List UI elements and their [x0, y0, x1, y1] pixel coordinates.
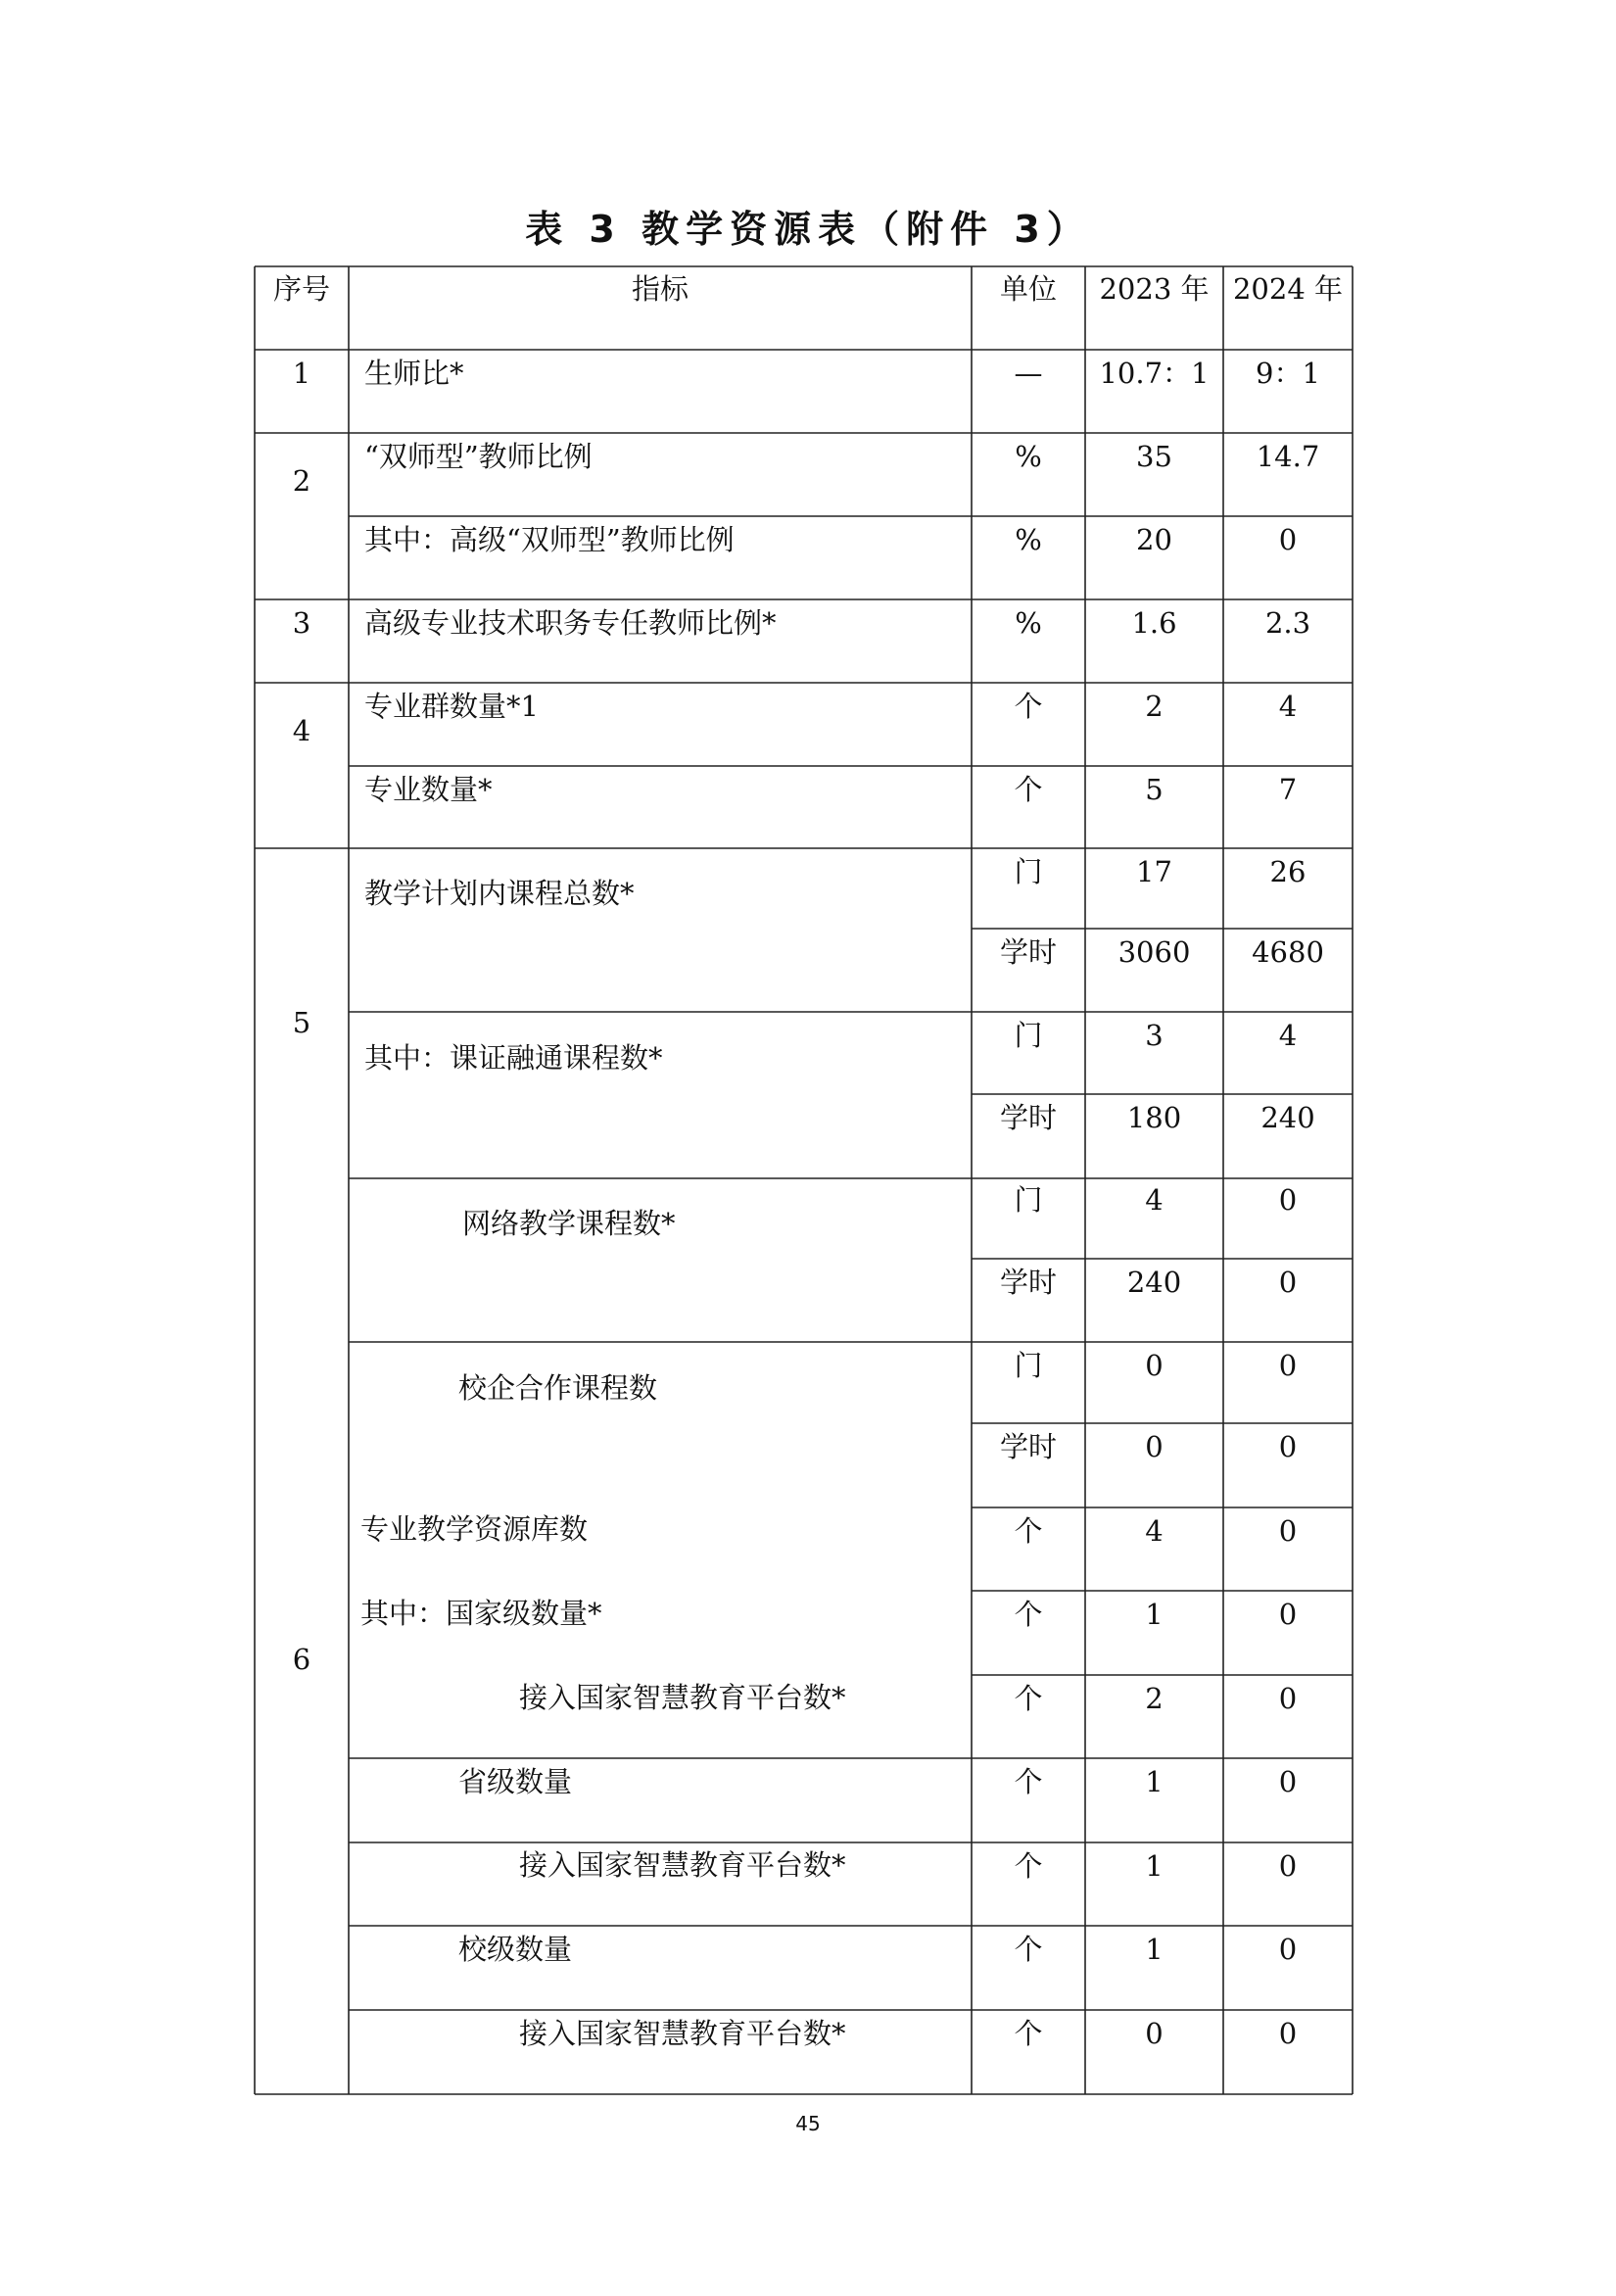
value-2023-cell: 4 — [1145, 1183, 1164, 1217]
value-2023-cell: 4 — [1145, 1514, 1164, 1548]
value-2023-cell: 35 — [1136, 440, 1172, 473]
unit-cell: 门 — [1014, 1183, 1043, 1217]
value-2024-cell: 2.3 — [1264, 606, 1311, 640]
header-unit: 单位 — [999, 272, 1057, 306]
value-2024-cell: 9：1 — [1256, 357, 1320, 390]
header-2024: 2024 年 — [1232, 272, 1344, 306]
page-title: 表 3 教学资源表（附件 3） — [525, 208, 1091, 251]
value-2024-cell: 14.7 — [1256, 440, 1320, 473]
value-2024-cell: 240 — [1260, 1101, 1315, 1134]
unit-cell: 个 — [1014, 2017, 1043, 2050]
value-2024-cell: 0 — [1278, 1514, 1298, 1548]
indicator-cell: 专业教学资源库数 — [360, 1512, 589, 1546]
header-2023: 2023 年 — [1099, 272, 1210, 306]
value-2024-cell: 0 — [1278, 1349, 1298, 1382]
indicator-cell: 生师比* — [364, 357, 464, 390]
indicator-cell: 专业群数量*1 — [364, 690, 539, 723]
unit-cell: 个 — [1014, 1598, 1043, 1631]
value-2023-cell: 3 — [1145, 1019, 1164, 1052]
indicator-cell: 接入国家智慧教育平台数* — [519, 1681, 846, 1714]
value-2024-cell: 26 — [1269, 855, 1307, 888]
value-2023-cell: 10.7：1 — [1099, 357, 1210, 390]
indicator-cell: 其中：国家级数量* — [360, 1597, 602, 1630]
seq-cell: 4 — [292, 714, 311, 747]
unit-cell: % — [1015, 440, 1042, 473]
indicator-cell: 其中：高级“双师型”教师比例 — [364, 523, 735, 556]
unit-cell: 个 — [1014, 1933, 1043, 1966]
unit-cell: 学时 — [999, 935, 1057, 969]
value-2023-cell: 1.6 — [1131, 606, 1177, 640]
indicator-cell: 专业数量* — [364, 773, 493, 806]
header-seq: 序号 — [272, 272, 330, 306]
seq-cell: 3 — [292, 606, 311, 640]
seq-cell: 5 — [292, 1006, 311, 1039]
unit-cell: 个 — [1014, 773, 1043, 806]
unit-cell: 门 — [1014, 1019, 1043, 1052]
value-2023-cell: 240 — [1126, 1266, 1182, 1299]
value-2023-cell: 1 — [1145, 1598, 1164, 1631]
indicator-cell: 教学计划内课程总数* — [364, 877, 635, 910]
seq-cell: 6 — [292, 1643, 311, 1676]
value-2023-cell: 1 — [1145, 1849, 1164, 1883]
value-2024-cell: 0 — [1278, 1183, 1298, 1217]
indicator-cell: 网络教学课程数* — [462, 1207, 676, 1240]
value-2023-cell: 0 — [1145, 1349, 1164, 1382]
value-2023-cell: 3060 — [1117, 935, 1191, 969]
value-2023-cell: 1 — [1145, 1933, 1164, 1966]
value-2024-cell: 0 — [1278, 1765, 1298, 1798]
value-2024-cell: 0 — [1278, 1598, 1298, 1631]
value-2023-cell: 5 — [1145, 773, 1164, 806]
value-2023-cell: 0 — [1145, 2017, 1164, 2050]
seq-cell: 1 — [292, 357, 311, 390]
unit-cell: 个 — [1014, 1849, 1043, 1883]
value-2024-cell: 0 — [1278, 1682, 1298, 1715]
value-2024-cell: 4680 — [1252, 935, 1324, 969]
value-2024-cell: 0 — [1278, 2017, 1298, 2050]
value-2024-cell: 0 — [1278, 1430, 1298, 1463]
value-2024-cell: 0 — [1278, 1933, 1298, 1966]
indicator-cell: 省级数量 — [458, 1765, 573, 1798]
value-2024-cell: 0 — [1278, 1849, 1298, 1883]
value-2024-cell: 0 — [1278, 523, 1298, 556]
seq-cell: 2 — [292, 464, 311, 498]
unit-cell: % — [1015, 606, 1042, 640]
indicator-cell: 接入国家智慧教育平台数* — [519, 2017, 846, 2050]
value-2024-cell: 4 — [1278, 690, 1298, 723]
unit-cell: 个 — [1014, 690, 1043, 723]
unit-cell: 个 — [1014, 1765, 1043, 1798]
page-number: 45 — [795, 2112, 821, 2135]
indicator-cell: 接入国家智慧教育平台数* — [519, 1848, 846, 1882]
value-2023-cell: 180 — [1126, 1101, 1182, 1134]
unit-cell: 学时 — [999, 1101, 1057, 1134]
unit-cell: 学时 — [999, 1266, 1057, 1299]
value-2024-cell: 7 — [1278, 773, 1298, 806]
value-2024-cell: 0 — [1278, 1266, 1298, 1299]
value-2023-cell: 20 — [1136, 523, 1172, 556]
indicator-cell: “双师型”教师比例 — [364, 440, 593, 473]
value-2023-cell: 1 — [1145, 1765, 1164, 1798]
unit-cell: 学时 — [999, 1430, 1057, 1463]
indicator-cell: 其中：课证融通课程数* — [364, 1041, 663, 1075]
unit-cell: 个 — [1014, 1682, 1043, 1715]
header-indicator: 指标 — [631, 272, 689, 306]
unit-cell: — — [1014, 357, 1043, 390]
unit-cell: 门 — [1014, 855, 1043, 888]
unit-cell: % — [1015, 523, 1042, 556]
value-2023-cell: 17 — [1136, 855, 1172, 888]
value-2023-cell: 2 — [1145, 690, 1164, 723]
unit-cell: 个 — [1014, 1514, 1043, 1548]
unit-cell: 门 — [1014, 1349, 1043, 1382]
indicator-cell: 校企合作课程数 — [458, 1371, 658, 1405]
value-2023-cell: 0 — [1145, 1430, 1164, 1463]
indicator-cell: 高级专业技术职务专任教师比例* — [364, 606, 777, 640]
value-2024-cell: 4 — [1278, 1019, 1298, 1052]
value-2023-cell: 2 — [1145, 1682, 1164, 1715]
indicator-cell: 校级数量 — [458, 1933, 573, 1966]
